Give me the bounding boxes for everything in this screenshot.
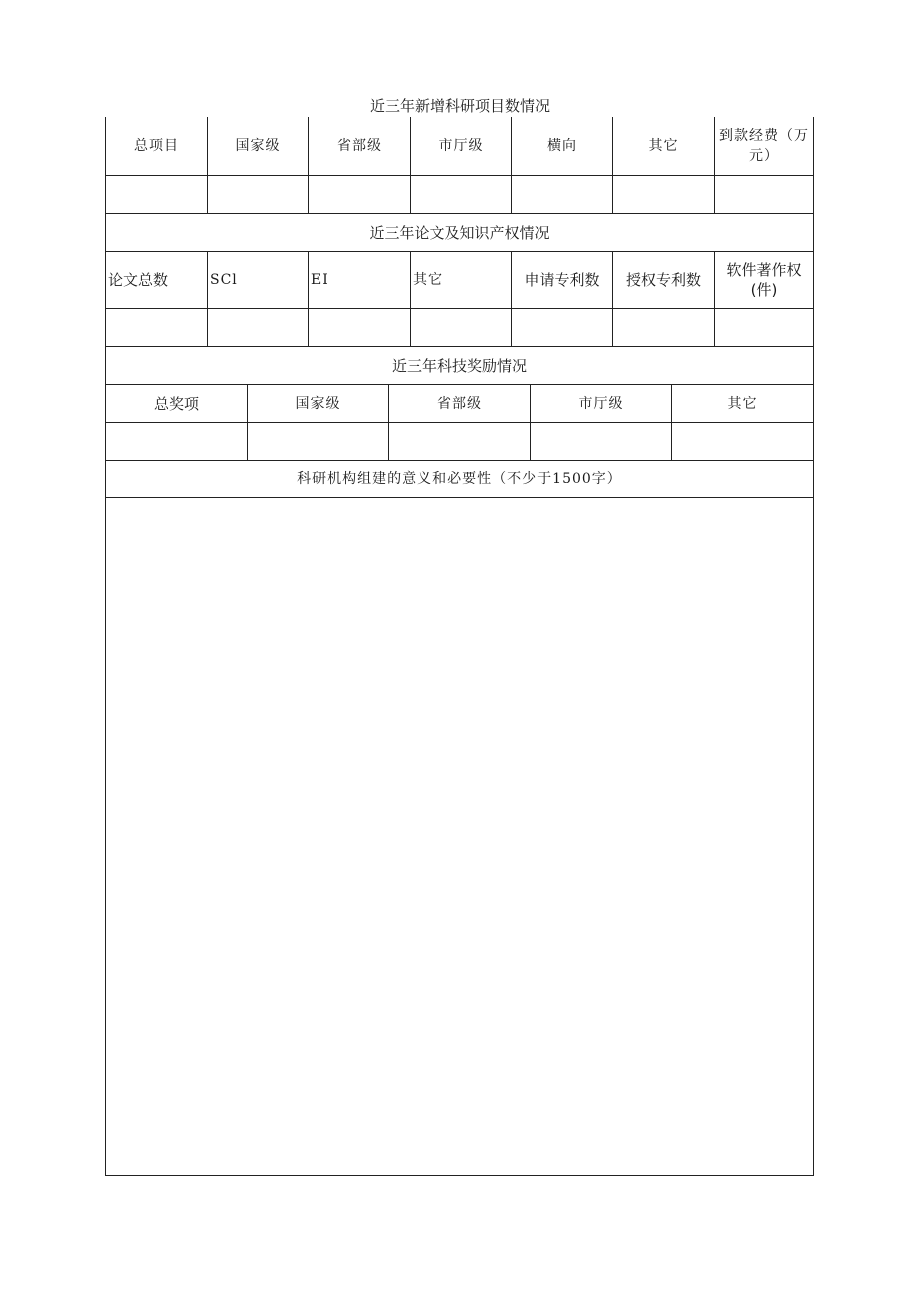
header-municipal-level: 市厅级 (411, 117, 512, 175)
header-sci: SCl (208, 252, 309, 308)
header-patent-applications: 申请专利数 (512, 252, 613, 308)
awards-header-row (106, 385, 813, 423)
significance-title-row (106, 461, 813, 498)
header-awards-other: 其它 (727, 395, 758, 412)
header-provincial-level: 省部级 (309, 117, 411, 175)
application-form-table (105, 117, 814, 1176)
significance-section-title: 科研机构组建的意义和必要性（不少于1500字） (297, 471, 622, 487)
awards-other-field[interactable] (672, 423, 813, 460)
total-awards-field[interactable] (106, 423, 248, 460)
funding-field[interactable] (715, 176, 813, 213)
granted-patents-field[interactable] (613, 309, 715, 346)
header-granted-patents: 授权专利数 (613, 252, 715, 308)
projects-section-title: 近三年新增科研项目数情况 (369, 97, 550, 115)
national-level-field[interactable] (208, 176, 309, 213)
other-papers-field[interactable] (411, 309, 512, 346)
ei-field[interactable] (309, 309, 411, 346)
papers-value-row (106, 309, 813, 347)
papers-title-row (106, 214, 813, 252)
header-awards-provincial: 省部级 (389, 385, 531, 422)
significance-text-area[interactable] (106, 498, 813, 1174)
header-funding: 到款经费（万元） (719, 128, 809, 164)
header-total-papers: 论文总数 (106, 252, 208, 308)
header-software-copyright: 软件著作权(件) (726, 261, 802, 299)
total-papers-field[interactable] (106, 309, 208, 346)
awards-national-field[interactable] (248, 423, 389, 460)
software-copyright-field[interactable] (715, 309, 813, 346)
header-horizontal: 横向 (512, 117, 613, 175)
projects-value-row (106, 176, 813, 214)
header-other: 其它 (613, 117, 715, 175)
projects-header-row (106, 117, 813, 176)
header-ei: EI (309, 252, 411, 308)
header-total-projects: 总项目 (106, 117, 208, 175)
awards-value-row (106, 423, 813, 461)
awards-municipal-field[interactable] (531, 423, 672, 460)
patent-applications-field[interactable] (512, 309, 613, 346)
awards-title-row (106, 347, 813, 385)
papers-section-title: 近三年论文及知识产权情况 (369, 223, 550, 242)
header-other-papers: 其它 (411, 252, 512, 308)
provincial-level-field[interactable] (309, 176, 411, 213)
awards-section-title: 近三年科技奖励情况 (391, 356, 527, 375)
sci-field[interactable] (208, 309, 309, 346)
papers-header-row (106, 252, 813, 309)
other-field[interactable] (613, 176, 715, 213)
significance-content[interactable] (106, 498, 813, 1174)
awards-provincial-field[interactable] (389, 423, 531, 460)
header-awards-municipal: 市厅级 (531, 385, 672, 422)
horizontal-field[interactable] (512, 176, 613, 213)
header-total-awards: 总奖项 (106, 385, 248, 422)
municipal-level-field[interactable] (411, 176, 512, 213)
header-national-level: 国家级 (208, 117, 309, 175)
header-awards-national: 国家级 (248, 385, 389, 422)
total-projects-field[interactable] (106, 176, 208, 213)
